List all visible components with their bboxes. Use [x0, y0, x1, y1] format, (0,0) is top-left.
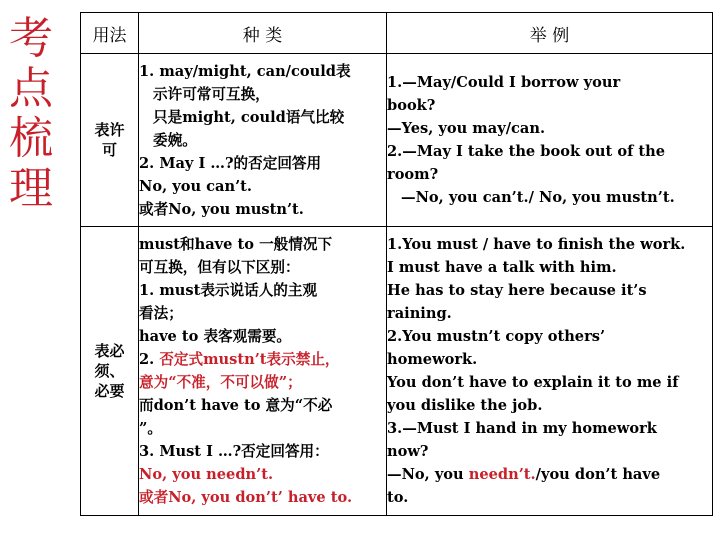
- side-title-char: 考: [9, 13, 53, 64]
- highlight-text: 意为“不准，不可以做”；: [139, 374, 302, 391]
- highlight-text: No, you needn’t.: [139, 466, 274, 483]
- header-example: 举 例: [387, 13, 713, 54]
- header-kind: 种 类: [139, 13, 387, 54]
- usage-cell: 表许 可: [81, 54, 139, 227]
- usage-cell: 表必 须、 必要: [81, 227, 139, 516]
- table-row: [81, 54, 713, 227]
- highlight-text: 或者No, you don’t’ have to.: [139, 489, 353, 506]
- highlight-text: 否定式mustn’t表示禁止，: [159, 351, 340, 368]
- kind-cell: must和have to 一般情况下 可互换，但有以下区别： 1. must表示说话人的主观 看法； have to 表客观需要。 2. 否定式mustn’t表示禁止， 意为“不准，不可以做”； 而don’t have to 意为“不必 ”。 3. Must I …?否定回答用： No, you needn’t. 或者No, you don’t’ have to.: [139, 227, 387, 516]
- example-cell: 1.You must / have to finish the work. I must have a talk with him. He has to stay here because it’s raining. 2.You mustn’t copy others’ homework. You don’t have to explain it to me if you dislike the job. 3.—Must I hand in my homework now? —No, you needn’t./you don’t have to.: [387, 227, 713, 516]
- side-title-char: 梳: [9, 113, 53, 164]
- highlight-text: needn’t.: [468, 466, 536, 483]
- example-cell: 1.—May/Could I borrow your book? —Yes, you may/can. 2.—May I take the book out of the room? —No, you can’t./ No, you mustn’t.: [387, 54, 713, 227]
- grammar-table: [80, 12, 713, 516]
- side-title-char: 点: [9, 63, 53, 114]
- side-title-char: 理: [9, 163, 53, 214]
- table-row: [81, 227, 713, 516]
- side-title: [4, 14, 58, 214]
- header-row: [81, 13, 713, 54]
- kind-cell: 1. may/might, can/could表 示许可常可互换， 只是might, could语气比较 委婉。 2. May I …?的否定回答用 No, you can’t. 或者No, you mustn’t.: [139, 54, 387, 227]
- header-usage: 用法: [81, 13, 139, 54]
